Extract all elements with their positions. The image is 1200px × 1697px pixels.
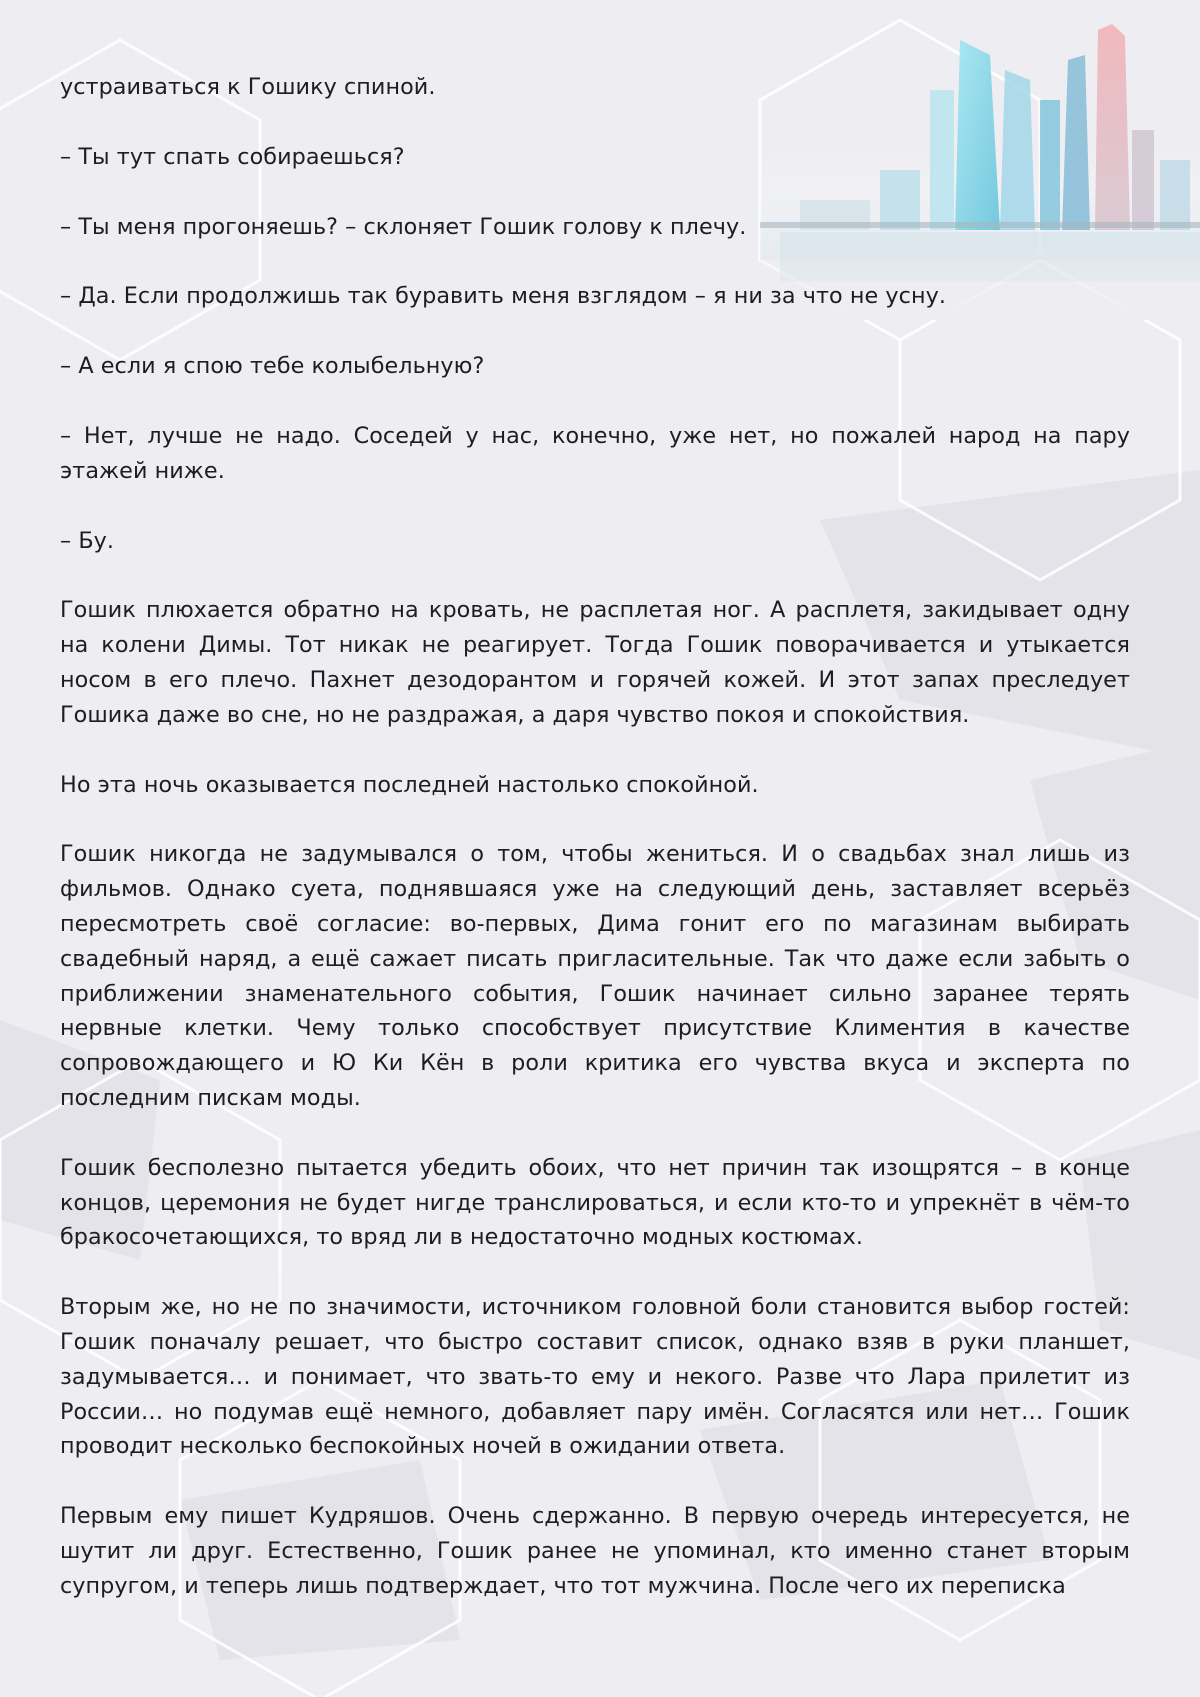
paragraph: – Да. Если продолжишь так буравить меня взглядом – я ни за что не усну. (60, 283, 946, 310)
paragraph: Вторым же, но не по значимости, источником головной боли становится выбор гостей: Гошик поначалу решает, что быстро составит список, однако взяв в руки планшет, задумывается… и понимает, что звать-то ему и некого. Разве что Лара прилетит из России… но подумав ещё немного, добавляет пару имён. Согласятся или нет… Гошик проводит несколько беспокойных ночей в ожидании ответа. (60, 1294, 1130, 1460)
paragraph: – Нет, лучше не надо. Соседей у нас, конечно, уже нет, но пожалей народ на пару этажей ниже. (60, 422, 1130, 484)
paragraph: Гошик плюхается обратно на кровать, не расплетая ног. А расплетя, закидывает одну на колени Димы. Тот никак не реагирует. Тогда Гошик поворачивается и утыкается носом в его плечо. Пахнет дезодорантом и горячей кожей. И этот запах преследует Гошика даже во сне, но не раздражая, а даря чувство покоя и спокойствия. (60, 597, 1130, 728)
paragraph: – А если я спою тебе колыбельную? (60, 353, 485, 380)
paragraph: устраиваться к Гошику спиной. (60, 74, 436, 100)
paragraph: – Ты меня прогоняешь? – склоняет Гошик голову к плечу. (60, 213, 747, 240)
paragraph: – Бу. (60, 527, 115, 554)
paragraph: Гошик никогда не задумывался о том, чтобы жениться. И о свадьбах знал лишь из фильмов. Однако суета, поднявшаяся уже на следующий день, заставляет всерьёз пересмотреть своё согласие: во-первых, Дима гонит его по магазинам выбирать свадебный наряд, а ещё сажает писать пригласительные. Так что даже если забыть о приближении знаменательного события, Гошик начинает сильно заранее терять нервные клетки. Чему только способствует присутствие Климентия в качестве сопровождающего и Ю Ки Кён в роли критика его чувства вкуса и эксперта по последним пискам моды. (60, 841, 1130, 1111)
document-body (60, 70, 1130, 1639)
paragraph: Первым ему пишет Кудряшов. Очень сдержанно. В первую очередь интересуется, не шутит ли друг. Естественно, Гошик ранее не упоминал, кто именно станет вторым супругом, и теперь лишь подтверждает, что тот мужчина. После чего их переписка (60, 1503, 1130, 1599)
paragraph: Но эта ночь оказывается последней настолько спокойной. (60, 771, 759, 798)
paragraph: Гошик бесполезно пытается убедить обоих, что нет причин так изощрятся – в конце концов, церемония не будет нигде транслироваться, и если кто-то и упрекнёт в чём-то бракосочетающихся, то вряд ли в недостаточно модных костюмах. (60, 1154, 1130, 1251)
paragraph: – Ты тут спать собираешься? (60, 143, 405, 170)
